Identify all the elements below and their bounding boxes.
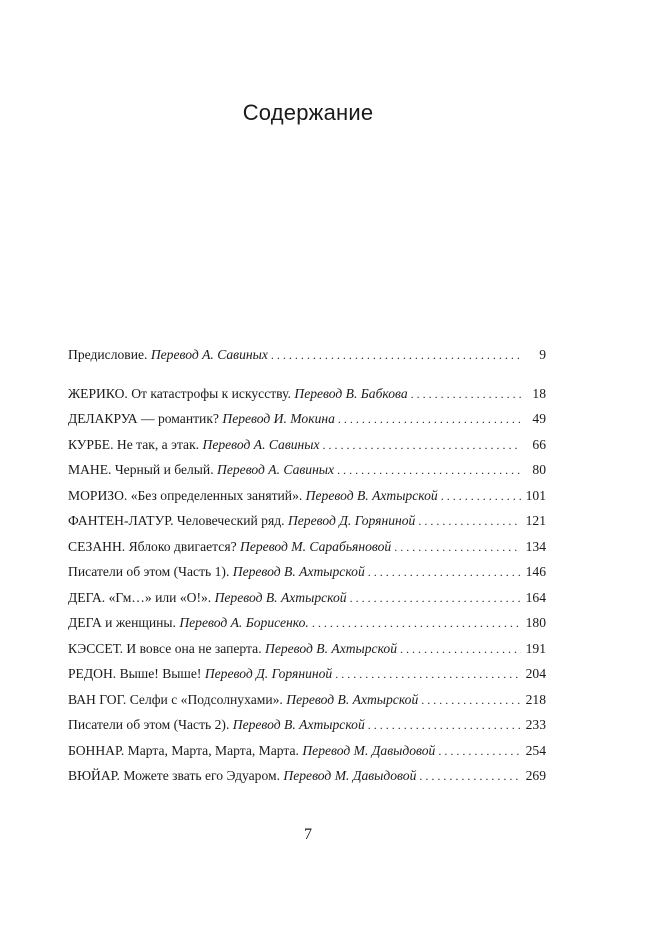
toc-entry-translator: Перевод В. Ахтырской	[232, 564, 365, 579]
dot-leader	[312, 613, 521, 633]
toc-entry-title	[68, 690, 418, 710]
toc-entry	[68, 766, 546, 792]
toc-entry-heading: ДЕГА. «Гм…» или «О!».	[68, 589, 212, 605]
dot-leader	[438, 741, 521, 761]
toc-entry-title	[68, 588, 347, 608]
toc-entry	[68, 537, 546, 563]
toc-entry-translator: Перевод М. Давыдовой	[302, 742, 436, 758]
toc-entry-page: 121	[525, 513, 546, 528]
toc-entry	[68, 715, 546, 741]
toc-entry-title	[68, 345, 268, 365]
toc-entry	[68, 664, 546, 690]
toc-entry	[68, 639, 546, 665]
toc-entry-translator: Перевод Д. Горяниной	[204, 666, 333, 681]
toc-entry-translator: Перевод А. Савиных	[202, 436, 320, 452]
toc-entry-heading: ЖЕРИКО. От катастрофы к искусству.	[68, 385, 291, 401]
page-number: 7	[304, 826, 312, 843]
toc-entry-page: 80	[532, 462, 546, 477]
toc-entry-translator: Перевод В. Ахтырской	[286, 691, 419, 707]
toc-entry-translator: Перевод А. Борисенко.	[179, 615, 309, 630]
dot-leader	[418, 511, 521, 531]
toc-entry-page: 18	[532, 385, 546, 401]
toc-entry-page: 180	[525, 615, 546, 630]
toc-entry-title	[68, 384, 408, 404]
toc-entry-page: 269	[525, 768, 546, 783]
toc-entry	[68, 345, 546, 371]
toc-entry-title	[68, 435, 320, 455]
toc-entry-page: 49	[532, 411, 546, 426]
dot-leader	[421, 690, 521, 710]
toc-entry-page: 164	[525, 589, 546, 605]
page-title: Содержание	[242, 100, 374, 125]
toc-entry-heading: МОРИЗО. «Без определенных занятий».	[68, 487, 303, 503]
toc-entry-heading: ВАН ГОГ. Селфи с «Подсолнухами».	[68, 691, 283, 707]
toc-entry-heading: КЭССЕТ. И вовсе она не заперта.	[68, 640, 262, 656]
table-of-contents	[68, 345, 546, 792]
toc-entry-page: 101	[525, 487, 546, 503]
toc-entry-page: 191	[525, 640, 546, 656]
toc-entry-page: 146	[525, 564, 546, 579]
toc-entry-translator: Перевод В. Ахтырской	[214, 589, 347, 605]
toc-entry-heading: ВЮЙАР. Можете звать его Эдуаром.	[68, 768, 280, 783]
toc-entry-page: 233	[525, 717, 546, 732]
toc-entry-translator: Перевод В. Ахтырской	[232, 717, 365, 732]
toc-entry-title	[68, 486, 438, 506]
toc-entry	[68, 435, 546, 461]
toc-entry-title	[68, 664, 332, 684]
toc-entry-title	[68, 639, 397, 659]
toc-entry-heading: КУРБЕ. Не так, а этак.	[68, 436, 200, 452]
toc-entry-heading: БОННАР. Марта, Марта, Марта, Марта.	[68, 742, 299, 758]
toc-entry-page: 9	[539, 347, 546, 362]
toc-entry-heading: ДЕЛАКРУА — романтик?	[68, 411, 219, 426]
dot-leader	[335, 664, 521, 684]
toc-entry-title	[68, 715, 365, 735]
toc-entry-title	[68, 460, 334, 480]
toc-entry-translator: Перевод В. Ахтырской	[265, 640, 398, 656]
dot-leader	[394, 537, 521, 557]
toc-entry-heading: Писатели об этом (Часть 1).	[68, 564, 230, 579]
toc-entry-translator: Перевод Д. Горяниной	[287, 513, 416, 528]
dot-leader	[400, 639, 521, 659]
toc-entry-translator: Перевод И. Мокина	[222, 411, 335, 426]
toc-entry	[68, 384, 546, 410]
toc-entry	[68, 409, 546, 435]
toc-entry-page: 66	[532, 436, 546, 452]
toc-entry	[68, 460, 546, 486]
toc-entry-page: 204	[525, 666, 546, 681]
toc-entry-heading: Предисловие.	[68, 347, 148, 362]
toc-entry-heading: ДЕГА и женщины.	[68, 615, 176, 630]
toc-entry-title	[68, 613, 309, 633]
dot-leader	[271, 345, 521, 365]
toc-entry-heading: СЕЗАНН. Яблоко двигается?	[68, 538, 237, 554]
toc-entry-title	[68, 562, 365, 582]
dot-leader	[338, 409, 521, 429]
dot-leader	[337, 460, 521, 480]
toc-entry-title	[68, 537, 391, 557]
toc-entry-page: 134	[525, 538, 546, 554]
toc-entry-heading: РЕДОН. Выше! Выше!	[68, 666, 202, 681]
dot-leader	[323, 435, 521, 455]
toc-entry-title	[68, 766, 416, 786]
toc-entry	[68, 613, 546, 639]
toc-entry-page: 218	[525, 691, 546, 707]
toc-entry-heading: ФАНТЕН-ЛАТУР. Человеческий ряд.	[68, 513, 285, 528]
dot-leader	[419, 766, 521, 786]
toc-entry	[68, 511, 546, 537]
dot-leader	[350, 588, 521, 608]
toc-entry-heading: Писатели об этом (Часть 2).	[68, 717, 230, 732]
toc-entry-title	[68, 409, 335, 429]
dot-leader	[441, 486, 521, 506]
toc-entry-title	[68, 741, 435, 761]
toc-entry-title	[68, 511, 415, 531]
toc-entry-page: 254	[525, 742, 546, 758]
toc-entry	[68, 562, 546, 588]
dot-leader	[368, 715, 521, 735]
toc-entry	[68, 486, 546, 512]
dot-leader	[411, 384, 521, 404]
toc-entry	[68, 690, 546, 716]
toc-entry-translator: Перевод В. Ахтырской	[305, 487, 438, 503]
toc-entry	[68, 588, 546, 614]
toc-entry-translator: Перевод В. Бабкова	[294, 385, 408, 401]
toc-entry	[68, 741, 546, 767]
toc-entry-translator: Перевод А. Савиных	[217, 462, 335, 477]
dot-leader	[368, 562, 521, 582]
toc-entry-translator: Перевод М. Сарабьяновой	[240, 538, 392, 554]
toc-entry-heading: МАНЕ. Черный и белый.	[68, 462, 214, 477]
toc-entry-translator: Перевод М. Давыдовой	[283, 768, 417, 783]
toc-entry-translator: Перевод А. Савиных	[150, 347, 268, 362]
